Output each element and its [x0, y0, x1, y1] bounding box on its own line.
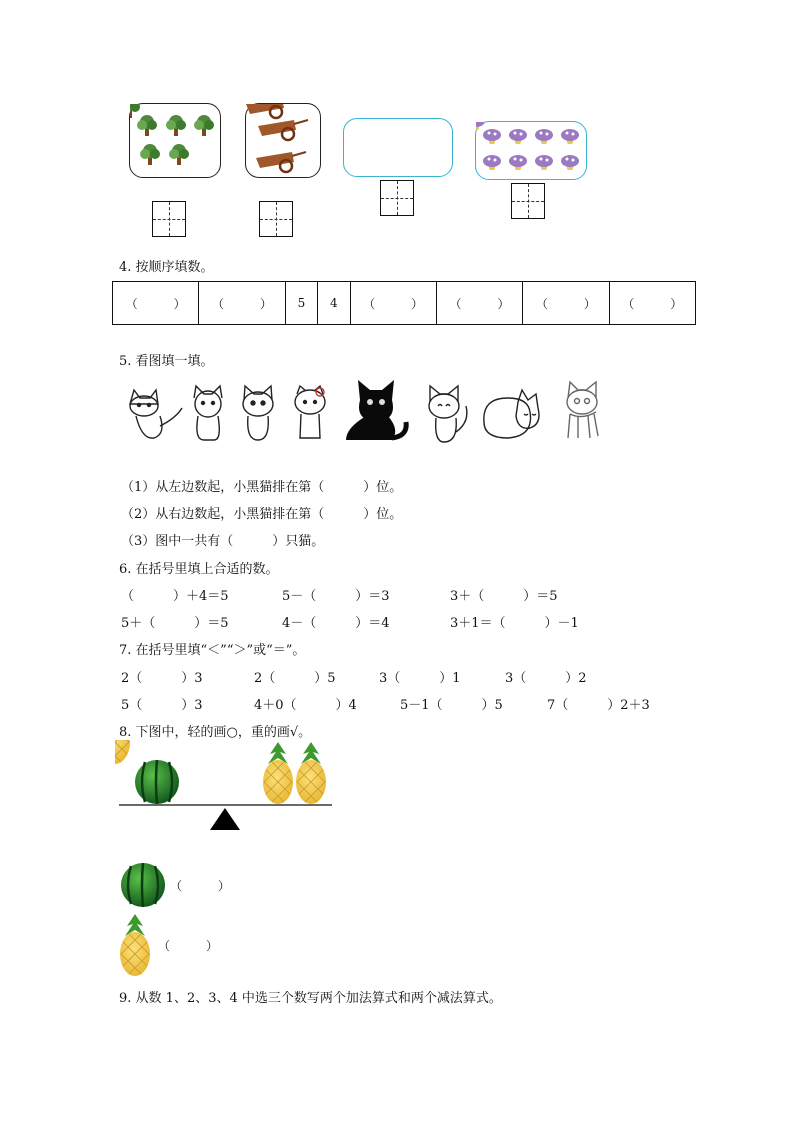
q6-expr[interactable]: 4－（ ）＝4: [282, 616, 390, 631]
q5-line-1: （1）从左边数起，小黑猫排在第（ ）位。: [121, 480, 403, 495]
sequence-cell[interactable]: （ ）: [523, 282, 609, 325]
carts-frame: [245, 103, 321, 178]
sequence-cell[interactable]: （ ）: [199, 282, 285, 325]
watermelon-icon: [120, 862, 166, 908]
q7-expr[interactable]: 7（ ）2＋3: [547, 698, 650, 713]
answer-box-carts[interactable]: [259, 201, 293, 237]
sequence-cell[interactable]: （ ）: [113, 282, 199, 325]
pineapple-icon: [118, 914, 152, 976]
q7-title: 7. 在括号里填“＜”“＞”或“＝”。: [119, 643, 306, 658]
empty-frame: [343, 118, 453, 177]
q6-expr[interactable]: 3＋（ ）＝5: [450, 589, 558, 604]
trees-picture: [130, 104, 220, 177]
q7-expr[interactable]: 5（ ）3: [121, 698, 203, 713]
q8-title: 8. 下图中，轻的画○，重的画√。: [119, 725, 312, 740]
sequence-cell: 4: [318, 282, 350, 325]
q5-title: 5. 看图填一填。: [119, 354, 214, 369]
q6-expr[interactable]: 3＋1＝（ ）－1: [450, 616, 579, 631]
q9-title: 9. 从数 1、2、3、4 中选三个数写两个加法算式和两个减法算式。: [119, 991, 502, 1006]
mushrooms-picture: [476, 122, 586, 179]
pineapple-answer[interactable]: （ ）: [158, 939, 219, 953]
q5-line-2: （2）从右边数起，小黑猫排在第（ ）位。: [121, 507, 403, 522]
watermelon-answer[interactable]: （ ）: [170, 879, 231, 893]
sequence-cell[interactable]: （ ）: [609, 282, 695, 325]
q6-expr[interactable]: 5－（ ）＝3: [282, 589, 390, 604]
q7-expr[interactable]: 4＋0（ ）4: [254, 698, 357, 713]
answer-box-trees[interactable]: [152, 201, 186, 237]
q7-expr[interactable]: 3（ ）1: [379, 671, 461, 686]
trees-frame: [129, 103, 221, 178]
answer-box-mushrooms[interactable]: [511, 183, 545, 219]
cats-picture: [118, 372, 618, 444]
sequence-table: [112, 281, 696, 325]
sequence-cell: 5: [285, 282, 317, 325]
q7-expr[interactable]: 2（ ）3: [121, 671, 203, 686]
sequence-cell[interactable]: （ ）: [436, 282, 522, 325]
q6-expr[interactable]: 5＋（ ）＝5: [121, 616, 229, 631]
balance-picture: [115, 740, 340, 835]
q7-expr[interactable]: 5－1（ ）5: [400, 698, 503, 713]
answer-box-empty[interactable]: [380, 180, 414, 216]
q7-expr[interactable]: 2（ ）5: [254, 671, 336, 686]
carts-picture: [246, 104, 320, 177]
q6-title: 6. 在括号里填上合适的数。: [119, 562, 279, 577]
q5-line-3: （3）图中一共有（ ）只猫。: [121, 534, 325, 549]
q4-title: 4. 按顺序填数。: [119, 260, 214, 275]
sequence-cell[interactable]: （ ）: [350, 282, 436, 325]
q7-expr[interactable]: 3（ ）2: [505, 671, 587, 686]
mushrooms-frame: [475, 121, 587, 180]
q6-expr[interactable]: （ ）＋4＝5: [121, 589, 229, 604]
